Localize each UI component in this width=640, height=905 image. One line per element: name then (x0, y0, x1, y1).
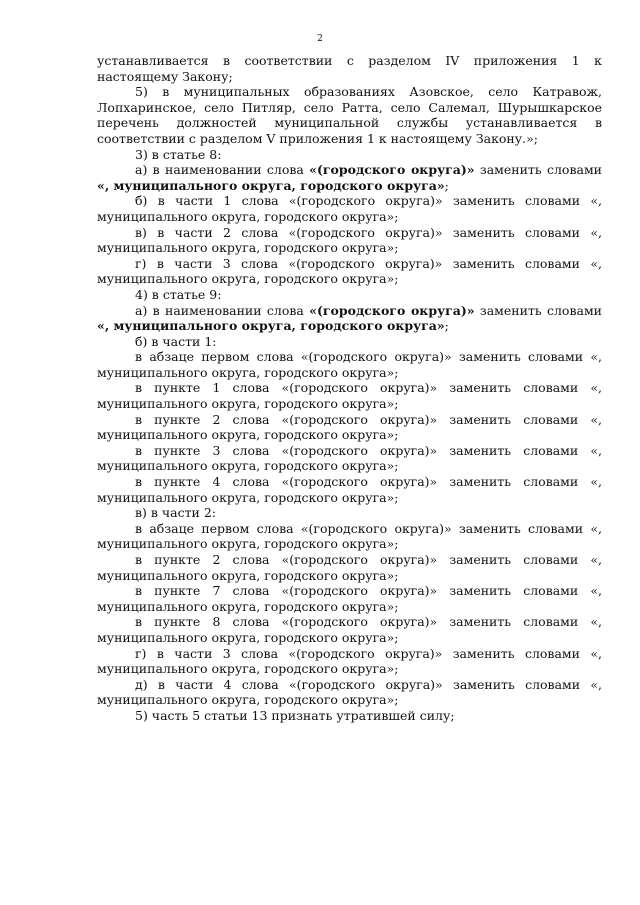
paragraph (97, 162, 602, 193)
text-run: 5) в муниципальных образованиях Азовское, село Катравож, Лопхаринское, село Питляр, село Ратта, село Салемал, Шурышкарское перечень должностей муниципальной службы устанавливается в соответствии с разделом V приложения 1 к настоящему Закону.»; (97, 84, 602, 146)
paragraph (97, 646, 602, 677)
text-run: в пункте 2 слова «(городского округа)» заменить словами «, муниципального округа, городского округа»; (97, 411, 602, 443)
document-body (97, 53, 602, 724)
text-run: 4) в статье 9: (135, 286, 222, 302)
bold-text-run: «(городского округа)» (309, 302, 475, 318)
text-run: 5) часть 5 статьи 13 признать утратившей силу; (135, 707, 455, 723)
bold-text-run: «(городского округа)» (309, 162, 475, 178)
paragraph (97, 287, 602, 303)
text-run: ; (444, 177, 449, 193)
text-run: в пункте 3 слова «(городского округа)» заменить словами «, муниципального округа, городского округа»; (97, 442, 602, 474)
text-run: в пункте 4 слова «(городского округа)» заменить словами «, муниципального округа, городского округа»; (97, 474, 602, 505)
bold-text-run: «, муниципального округа, городского округа» (97, 318, 445, 334)
text-run: в пункте 8 слова «(городского округа)» заменить словами «, муниципального округа, городского округа»; (97, 614, 602, 645)
page-number: 2 (317, 34, 323, 44)
paragraph (97, 474, 602, 505)
text-run: д) в части 4 слова «(городского округа)» заменить словами «, муниципального округа, городского округа»; (97, 676, 602, 708)
paragraph (97, 84, 602, 146)
paragraph (97, 521, 602, 552)
paragraph (97, 412, 602, 443)
paragraph (97, 380, 602, 411)
paragraph (97, 552, 602, 583)
text-run: в пункте 2 слова «(городского округа)» заменить словами «, муниципального округа, городского округа»; (97, 552, 602, 583)
paragraph (97, 53, 602, 84)
paragraph (97, 193, 602, 224)
text-run: ; (444, 318, 449, 334)
paragraph (97, 614, 602, 645)
paragraph (97, 256, 602, 287)
paragraph (97, 225, 602, 256)
text-run: в) в части 2 слова «(городского округа)» заменить словами «, муниципального округа, городского округа»; (97, 224, 602, 256)
text-run: г) в части 3 слова «(городского округа)» заменить словами «, муниципального округа, городского округа»; (97, 255, 602, 287)
bold-text-run: «, муниципального округа, городского округа» (97, 177, 445, 193)
paragraph (97, 147, 602, 163)
text-run: в пункте 1 слова «(городского округа)» заменить словами «, муниципального округа, городского округа»; (97, 380, 602, 412)
paragraph (97, 349, 602, 380)
text-run: в абзаце первом слова «(городского округа)» заменить словами «, муниципального округа, городского округа»; (97, 520, 602, 552)
text-run: б) в части 1 слова «(городского округа)» заменить словами «, муниципального округа, городского округа»; (97, 193, 602, 224)
text-run: заменить словами (474, 302, 602, 318)
paragraph (97, 708, 602, 724)
paragraph (97, 677, 602, 708)
text-run: в) в части 2: (135, 505, 216, 521)
text-run: а) в наименовании слова (135, 302, 310, 318)
paragraph (97, 583, 602, 614)
text-run: г) в части 3 слова «(городского округа)» заменить словами «, муниципального округа, городского округа»; (97, 645, 602, 677)
paragraph (97, 334, 602, 350)
text-run: 3) в статье 8: (135, 146, 222, 162)
text-run: б) в части 1: (135, 333, 217, 349)
text-run: а) в наименовании слова (135, 162, 310, 178)
text-run: в абзаце первом слова «(городского округа)» заменить словами «, муниципального округа, городского округа»; (97, 349, 602, 380)
text-run: заменить словами (474, 162, 602, 178)
paragraph (97, 505, 602, 521)
paragraph (97, 303, 602, 334)
paragraph (97, 443, 602, 474)
text-run: устанавливается в соответствии с разделом IV приложения 1 к настоящему Закону; (97, 53, 602, 84)
text-run: в пункте 7 слова «(городского округа)» заменить словами «, муниципального округа, городского округа»; (97, 583, 602, 614)
